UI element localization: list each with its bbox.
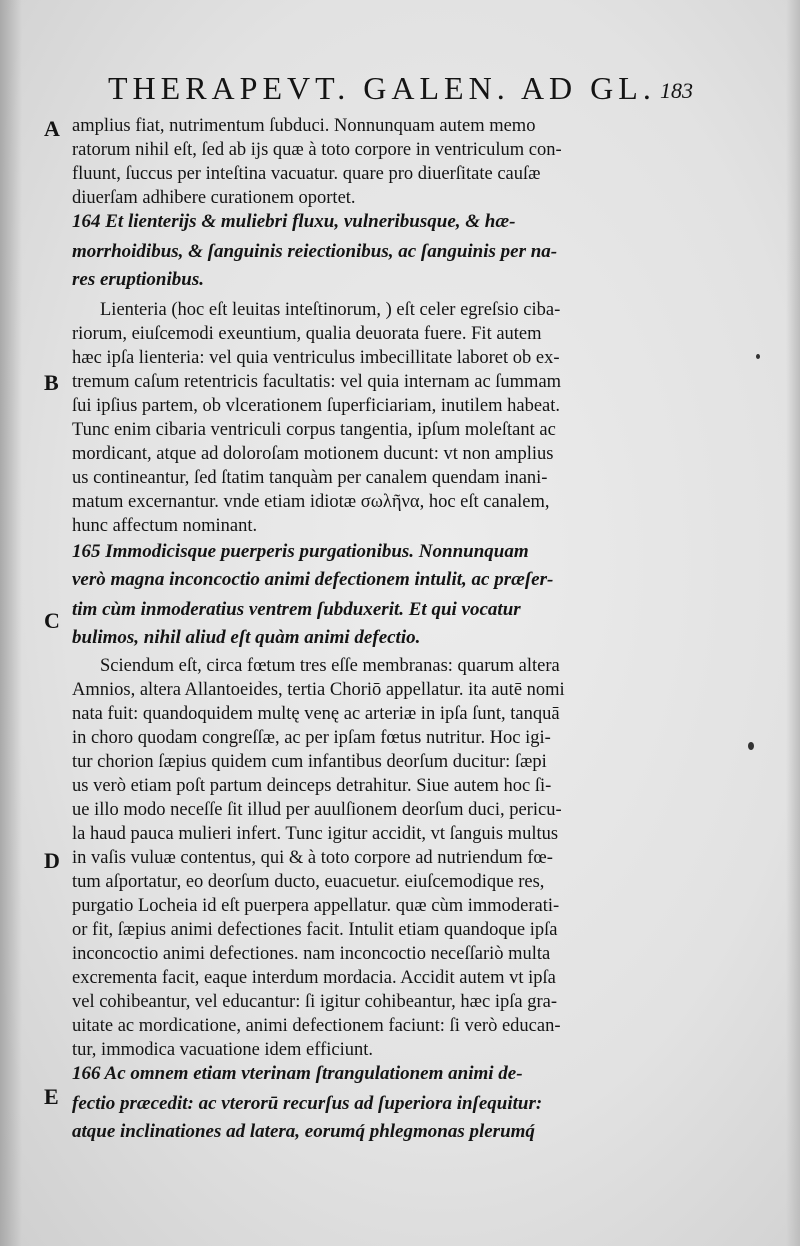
text-line: ratorum nihil eſt, ſed ab ijs quæ à toto corpore in ventriculum con-	[72, 140, 562, 160]
binding-shadow	[0, 0, 22, 1246]
text-line: diuerſam adhibere curationem oportet.	[72, 188, 356, 208]
text-line: fluunt, ſuccus per inteſtina vacuatur. quare pro diuerſitate cauſæ	[72, 164, 541, 184]
margin-marker-d: D	[44, 848, 60, 873]
aphorism-165-line: bulimos, nihil aliud eſt quàm animi defectio.	[72, 627, 421, 648]
text-line: amplius fiat, nutrimentum ſubduci. Nonnunquam autem memo	[72, 116, 536, 136]
text-line: vel cohibeantur, vel educantur: ſi igitur cohibeantur, hæc ipſa gra-	[72, 992, 558, 1012]
text-line: us verò etiam poſt partum deinceps detrahitur. Siue autem hoc ſi-	[72, 776, 552, 796]
aphorism-164-line: res eruptionibus.	[72, 269, 204, 290]
aphorism-164-line: morrhoidibus, & ſanguinis reiectionibus, ac ſanguinis per na-	[72, 241, 558, 262]
text-line: Sciendum eſt, circa fœtum tres eſſe membranas: quarum altera	[100, 656, 560, 676]
text-line: riorum, eiuſcemodi exeuntium, qualia deuorata fuere. Fit autem	[72, 324, 542, 344]
text-line: or fit, ſæpius animi defectiones facit. Intulit etiam quandoque ipſa	[72, 920, 558, 940]
aphorism-165-line: tim cùm inmoderatius ventrem ſubduxerit. Et qui vocatur	[72, 599, 521, 620]
text-line: in vaſis vuluæ contentus, qui & à toto corpore ad nutriendum fœ-	[72, 848, 553, 868]
aphorism-165-line: 165 Immodicisque puerperis purgationibus. Nonnunquam	[72, 541, 529, 562]
margin-marker-b: B	[44, 370, 59, 395]
text-line: inconcoctio animi defectiones. nam inconcoctio neceſſariò multa	[72, 944, 551, 964]
aphorism-165-line: verò magna inconcoctio animi defectionem intulit, ac præſer-	[72, 569, 554, 590]
text-line: la haud pauca mulieri infert. Tunc igitur accidit, vt ſanguis multus	[72, 824, 559, 844]
text-line: us contineantur, ſed ſtatim tanquàm per canalem quendam inani-	[72, 468, 548, 488]
text-line: Tunc enim cibaria ventriculi corpus tangentia, ipſum moleſtant ac	[72, 420, 556, 440]
text-line: ue illo modo neceſſe ſit illud per auulſionem deorſum duci, pericu-	[72, 800, 562, 820]
ink-speck	[748, 742, 754, 750]
aphorism-166-line: 166 Ac omnem etiam vterinam ſtrangulationem animi de-	[72, 1063, 523, 1084]
margin-marker-a: A	[44, 116, 60, 141]
ink-speck	[756, 354, 760, 359]
text-line: tum aſportatur, eo deorſum ducto, euacuetur. eiuſcemodique res,	[72, 872, 545, 892]
text-line: tur chorion ſæpius quidem cum infantibus deorſum ducitur: ſæpi	[72, 752, 547, 772]
text-line: tremum caſum retentricis facultatis: vel quia internam ac ſummam	[72, 372, 562, 392]
margin-marker-c: C	[44, 608, 60, 633]
margin-marker-e: E	[44, 1084, 59, 1109]
text-line: hunc affectum nominant.	[72, 516, 258, 536]
aphorism-166-line: atque inclinationes ad latera, eorumq́ phlegmonas plerumq́	[72, 1121, 535, 1142]
text-line: mordicant, atque ad doloroſam motionem ducunt: vt non amplius	[72, 444, 554, 464]
text-line: hæc ipſa lienteria: vel quia ventriculus imbecillitate laboret ob ex-	[72, 348, 560, 368]
page-number: 183	[660, 78, 693, 103]
text-line: in choro quodam congreſſæ, ac per ipſam fœtus nutritur. Hoc igi-	[72, 728, 551, 748]
text-line: ſui ipſius partem, ob vlcerationem ſuperficiariam, inutilem habeat.	[72, 396, 561, 416]
aphorism-164-line: 164 Et lienterijs & muliebri fluxu, vulneribusque, & hæ-	[72, 211, 516, 232]
aphorism-166-line: fectio præcedit: ac vterorū recurſus ad ſuperiora inſequitur:	[72, 1093, 543, 1114]
text-line: matum excernantur. vnde etiam idiotæ σωλῆνα, hoc eſt canalem,	[72, 492, 550, 512]
text-line: nata fuit: quandoquidem multę venę ac arteriæ in ipſa ſunt, tanquā	[72, 704, 560, 724]
text-line: uitate ac mordicatione, animi defectionem faciunt: ſi verò educan-	[72, 1016, 561, 1036]
text-line: Lienteria (hoc eſt leuitas inteſtinorum, ) eſt celer egreſsio ciba-	[100, 300, 561, 320]
text-line: tur, immodica vacuatione idem efficiunt.	[72, 1040, 373, 1060]
text-line: purgatio Locheia id eſt puerpera appellatur. quæ cùm immoderati-	[72, 896, 560, 916]
edge-shadow	[786, 0, 800, 1246]
text-line: Amnios, altera Allantoeides, tertia Choriō appellatur. ita autē nomi	[72, 680, 565, 700]
running-head: THERAPEVT. GALEN. AD GL.	[108, 70, 656, 106]
text-line: excrementa facit, eaque interdum mordacia. Accidit autem vt ipſa	[72, 968, 556, 988]
